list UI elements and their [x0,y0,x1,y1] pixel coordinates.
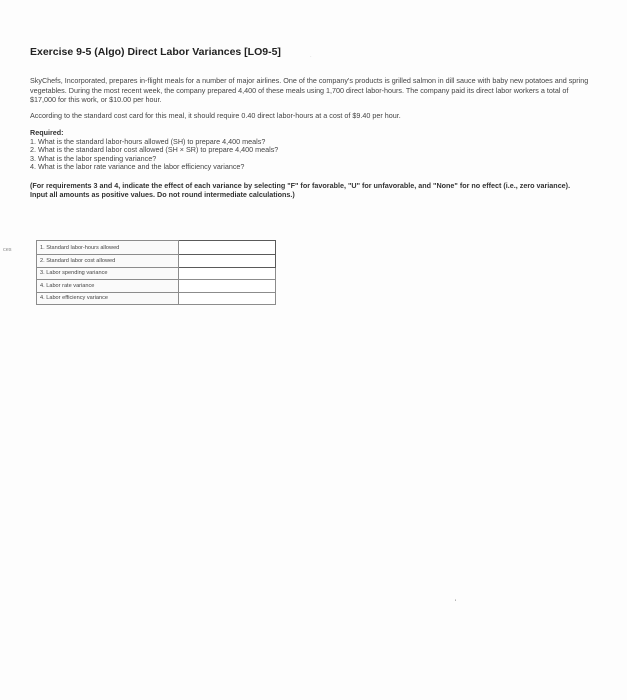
required-item: 2. What is the standard labor cost allowed (SH × SR) to prepare 4,400 meals? [30,145,279,155]
table-row [37,241,276,255]
spending-variance-input[interactable] [179,268,275,280]
row-label: 3. Labor spending variance [37,267,179,280]
required-item: 3. What is the labor spending variance? [30,153,157,163]
speck-mark: · [310,54,312,60]
rate-variance-input[interactable] [179,280,275,292]
answer-cell[interactable] [179,255,276,268]
answer-table [36,240,276,305]
exercise-content [30,46,590,200]
required-item: 1. What is the standard labor-hours allowed (SH) to prepare 4,400 meals? [30,136,266,146]
answer-cell[interactable] [179,241,276,255]
row-label: 1. Standard labor-hours allowed [37,241,179,255]
table-row [37,280,276,293]
efficiency-variance-input[interactable] [179,293,275,305]
instructions-note: (For requirements 3 and 4, indicate the effect of each variance by selecting "F" for favorable, "U" for unfavorable, and "None" for no effect (i.e., zero variance). Input all amounts as positive values. Do not round intermediate calculations.) [30,180,571,200]
standard-cost-paragraph: According to the standard cost card for this meal, it should require 0.40 direct labor-hours at a cost of $9.40 per hour. [30,110,401,120]
table-row [37,267,276,280]
answer-cell[interactable] [179,292,276,305]
row-label: 4. Labor efficiency variance [37,292,179,305]
speck-mark: ' [455,600,457,606]
standard-hours-input[interactable] [179,241,275,254]
row-label: 2. Standard labor cost allowed [37,255,179,268]
side-tab-label: ces [3,247,12,253]
row-label: 4. Labor rate variance [37,280,179,293]
required-item: 4. What is the labor rate variance and the labor efficiency variance? [30,162,245,172]
answer-cell[interactable] [179,267,276,280]
required-heading: Required: [30,128,64,137]
standard-cost-input[interactable] [179,255,275,267]
answer-cell[interactable] [179,280,276,293]
problem-paragraph: SkyChefs, Incorporated, prepares in-flight meals for a number of major airlines. One of the company's products is grilled salmon in dill sauce with baby new potatoes and spring vegetables. During the most recent week, the company prepared 4,400 of these meals using 1,700 direct labor-hours. The company paid its direct labor workers a total of $17,000 for this work, or $10.00 per hour. [30,76,589,104]
table-row [37,255,276,268]
required-list [30,138,590,172]
exercise-title: Exercise 9-5 (Algo) Direct Labor Variances [LO9-5] [30,46,281,58]
table-row [37,292,276,305]
